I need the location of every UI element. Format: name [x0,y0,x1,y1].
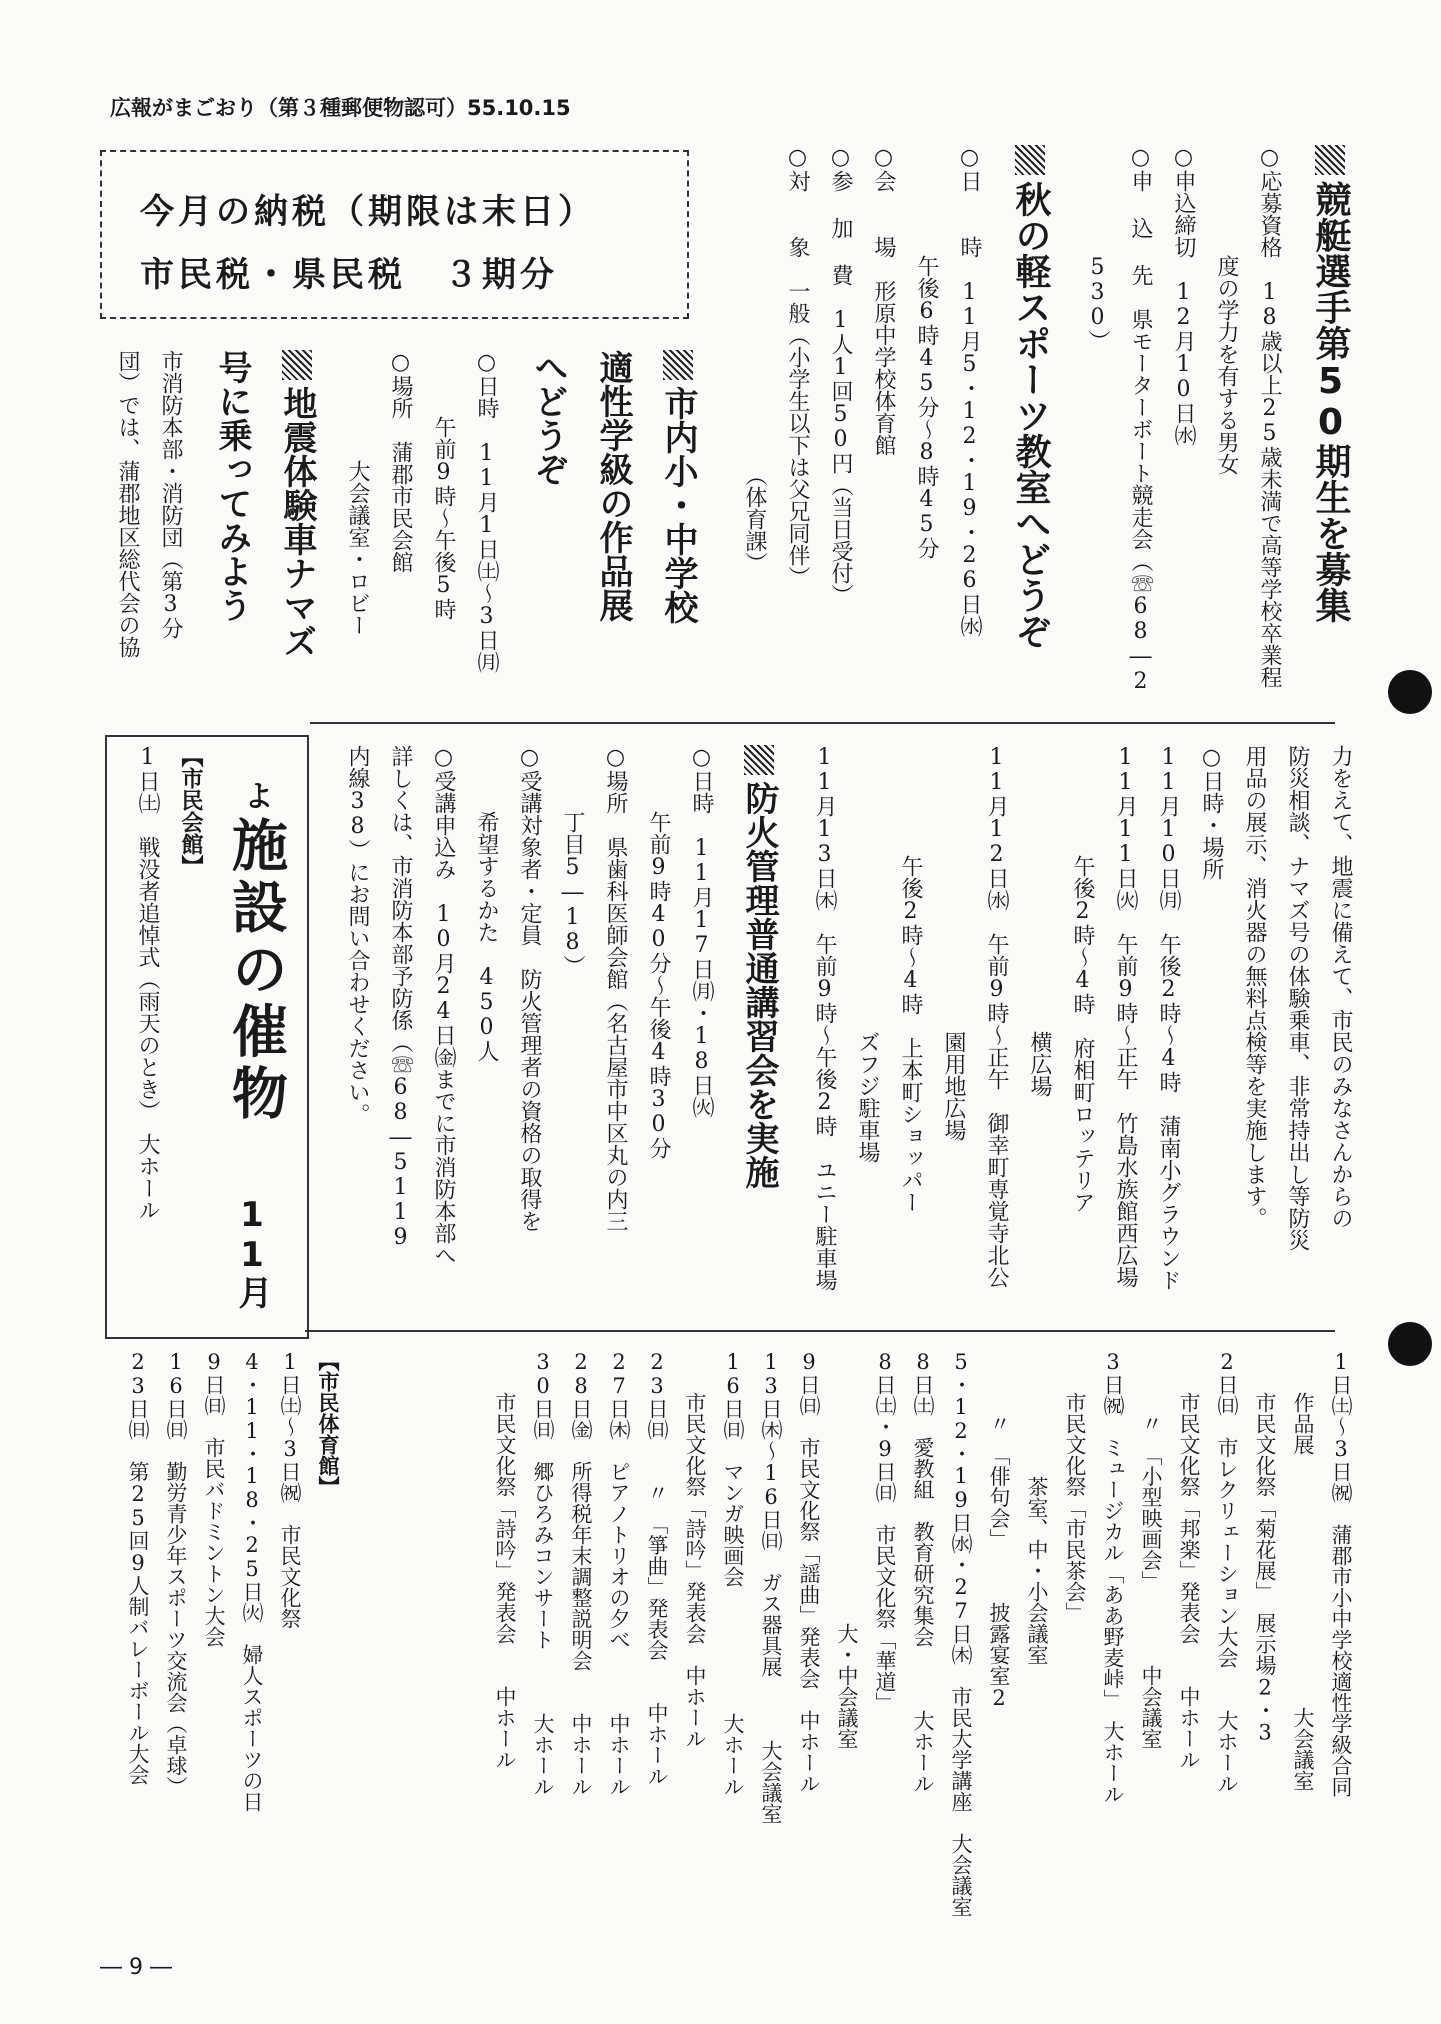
jishin-title-1: 地震体験車ナマズ [277,386,317,658]
jishin-cont-line: 用品の展示、消火器の無料点検等を実施します。 [1242,745,1267,1229]
bouka-line: ○受講申込み 10月24日㈮までに市消防本部へ [431,745,456,1266]
taiikukan-line: 23日㈰ 第25回9人制バレーボール大会 [126,1350,150,1785]
tekisei-section [330,350,703,710]
shisetsu-month: 11月 [232,1195,272,1309]
tekisei-title-1: 市内小・中学校 [658,386,698,624]
aki-sports-section [727,145,1056,705]
section-divider [310,722,1335,724]
hatch-icon [1015,145,1045,175]
kaikan-line: 8日㈯ 愛教組 教育研究集会 大ホール [911,1350,935,1794]
jishin-cont-line: 午後2時～4時 府相町ロッテリア [1070,745,1095,1213]
jishin-cont-line: 午後2時～4時 上本町ショッパー [898,745,923,1213]
tax-notice-line2: 市民税・県民税 ３期分 [140,255,558,295]
kaikan-line: 市民文化祭「詩吟」発表会 中ホール [493,1350,517,1770]
kyotei-section [1070,145,1356,705]
kaikan-line: 市民文化祭「詩吟」発表会 中ホール [683,1350,707,1749]
taiikukan-line: 9日㈰ 市民バドミントン大会 [202,1350,226,1647]
jishin-line: 市消防本部・消防団（第3分 [158,350,183,639]
shimin-kaikan-cont [482,1350,1356,1917]
kyotei-line: ○申込締切 12月10日㈬ [1171,145,1196,446]
aki-sports-title: 秋の軽スポーツ教室へどうぞ [1010,181,1051,649]
aki-sports-line: 午後6時45分～8時45分 [914,145,939,559]
kaikan-line: 3日㈷ ミュージカル「ああ野麦峠」 大ホール [1101,1350,1125,1805]
page-number: ― 9 ― [100,1955,172,1980]
aki-sports-line: ○会 場 形原中学校体育館 [871,145,896,456]
jishin-title-2: 号に乗ってみよう [212,350,252,622]
hatch-icon [282,350,312,380]
bouka-line: 希望するかた 450人 [474,745,499,1062]
masthead: 広報がまごおり（第３種郵便物認可）55.10.15 [110,96,571,120]
jishin-cont-line: ズフジ駐車場 [855,745,880,1163]
jishin-cont-section [797,745,1356,1315]
tekisei-title-3: へどうぞ [528,350,568,486]
bouka-section [330,745,784,1315]
bouka-line: 丁目5―18） [560,745,585,977]
kaikan-line: 8日㈯・9日㈰ 市民文化祭「華道」 [873,1350,897,1713]
aki-sports-line: ○日 時 11月5・12・19・26日㈬ [957,145,982,637]
jishin-cont-line: 11月11日㈫ 午前9時～正午 竹島水族館西広場 [1113,745,1138,1288]
aki-sports-line: ○参 加 費 1人1回50円（当日受付） [828,145,853,606]
kaikan-line: 茶室、中・小会議室 [1025,1350,1049,1665]
kaikan-line: 〃 「俳句会」 披露宴室2 [987,1350,1011,1710]
kaikan-line: 市民文化祭「市民茶会」 [1063,1350,1087,1623]
jishin-section [100,350,322,710]
bouka-line: ○受講対象者・定員 防火管理者の資格の取得を [517,745,542,1232]
bouka-line: ○日時 11月17日㈪・18日㈫ [689,745,714,1118]
tax-notice-line1: 今月の納税（期限は末日） [140,192,596,232]
taiikukan-label: 【市民体育館】 [316,1350,340,1497]
tekisei-line: ○日時 11月1日㈯～3日㈪ [474,350,499,673]
jishin-cont-line: ○日時・場所 [1199,745,1224,880]
jishin-cont-line: 園用地広場 [941,745,966,1141]
kaikan-line: 23日㈰ 〃 「箏曲」発表会 中ホール [645,1350,669,1787]
tekisei-line: 大会議室・ロビー [345,350,370,636]
tekisei-title-2: 適性学級の作品展 [593,350,633,622]
tekisei-line: 午前9時～午後5時 [431,350,456,620]
events-frame [305,1330,1335,1332]
kaikan-line: 〃 「小型映画会」 中会議室 [1139,1350,1163,1749]
kaikan-line: 1日㈯～3日㈷ 蒲郡市小中学校適性学級合同 [1329,1350,1353,1797]
bouka-line: 詳しくは、市消防本部予防係（☏68―5119 [388,745,413,1250]
hatch-icon [1315,145,1345,175]
taiikukan-line: 1日㈯～3日㈷ 市民文化祭 [278,1350,302,1629]
bouka-line: ○場所 県歯科医師会館（名古屋市中区丸の内三 [603,745,628,1232]
kaikan-line: 作品展 大会議室 [1291,1350,1315,1791]
kaikan-line: 28日㈮ 所得税年末調整説明会 中ホール [569,1350,593,1797]
kaikan-line: 16日㈰ マンガ映画会 大ホール [721,1350,745,1797]
shimin-kaikan-line: 1日㈯ 戦没者追悼式（雨天のとき） 大ホール [135,745,160,1221]
binding-hole-icon [1388,670,1432,714]
tax-notice-box [100,150,689,319]
shimin-taiikukan-section [115,1350,343,1910]
bouka-line: 午前9時40分～午後4時30分 [646,745,671,1159]
aki-sports-line: （体育課） [742,145,767,574]
jishin-cont-line: 11月10日㈪ 午後2時～4時 蒲南小グラウンド [1156,745,1181,1291]
kaikan-line: 市民文化祭「邦楽」発表会 中ホール [1177,1350,1201,1770]
jishin-line: 団）では、蒲郡地区総代会の協 [115,350,140,658]
kyotei-line: 530） [1085,145,1110,352]
kyotei-line: 度の学力を有する男女 [1214,145,1239,475]
taiikukan-line: 4・11・18・25日㈫ 婦人スポーツの日 [240,1350,264,1812]
kaikan-line: 27日㈭ ピアノトリオの夕べ 中ホール [607,1350,631,1797]
bouka-title: 防火管理普通講習会を実施 [739,781,779,1189]
kaikan-line: 大・中会議室 [835,1350,859,1749]
aki-sports-line: ○対 象 一般（小学生以下は父兄同伴） [785,145,810,588]
kaikan-line: 2日㈰ 市レクリェーション大会 大ホール [1215,1350,1239,1794]
kaikan-line: 13日㈭～16日㈰ ガス器具展 大会議室 [759,1350,783,1824]
kaikan-line: 30日㈰ 郷ひろみコンサート 大ホール [531,1350,555,1797]
kaikan-line: 5・12・19日㈬・27日㈭ 市民大学講座 大会議室 [949,1350,973,1917]
bouka-line: 内線38）にお問い合わせください。 [345,745,370,1125]
jishin-cont-line: 11月12日㈬ 午前9時～正午 御幸町専覚寺北公 [984,745,1009,1288]
shisetsu-title: よ施設の催物 [223,780,288,1126]
tekisei-line: ○場所 蒲郡市民会館 [388,350,413,573]
shimin-kaikan-label: 【市民会館】 [178,745,203,877]
shimin-kaikan-section [120,745,206,1325]
kyotei-line: ○申 込 先 県モーターボート競走会（☏68―2 [1128,145,1153,694]
jishin-cont-line: 防災相談、ナマズ号の体験乗車、非常持出し等防災 [1285,745,1310,1251]
kaikan-line: 市民文化祭「菊花展」 展示場2・3 [1253,1350,1277,1745]
shisetsu-logo-icon: よ [238,780,273,816]
kyotei-title: 競艇選手第50期生を募集 [1310,181,1351,623]
kaikan-line: 9日㈰ 市民文化祭「謡曲」発表会 中ホール [797,1350,821,1794]
taiikukan-line: 16日㈰ 勤労青少年スポーツ交流会（卓球） [164,1350,188,1797]
jishin-cont-line: 力をえて、地震に備えて、市民のみなさんからの [1328,745,1353,1229]
hatch-icon [744,745,774,775]
jishin-cont-line: 横広場 [1027,745,1052,1097]
kyotei-line: ○応募資格 18歳以上25歳未満で高等学校卒業程 [1257,145,1282,688]
hatch-icon [663,350,693,380]
binding-hole-icon [1388,1322,1432,1366]
jishin-cont-line: 11月13日㈭ 午前9時～午後2時 ユニー駐車場 [812,745,837,1291]
